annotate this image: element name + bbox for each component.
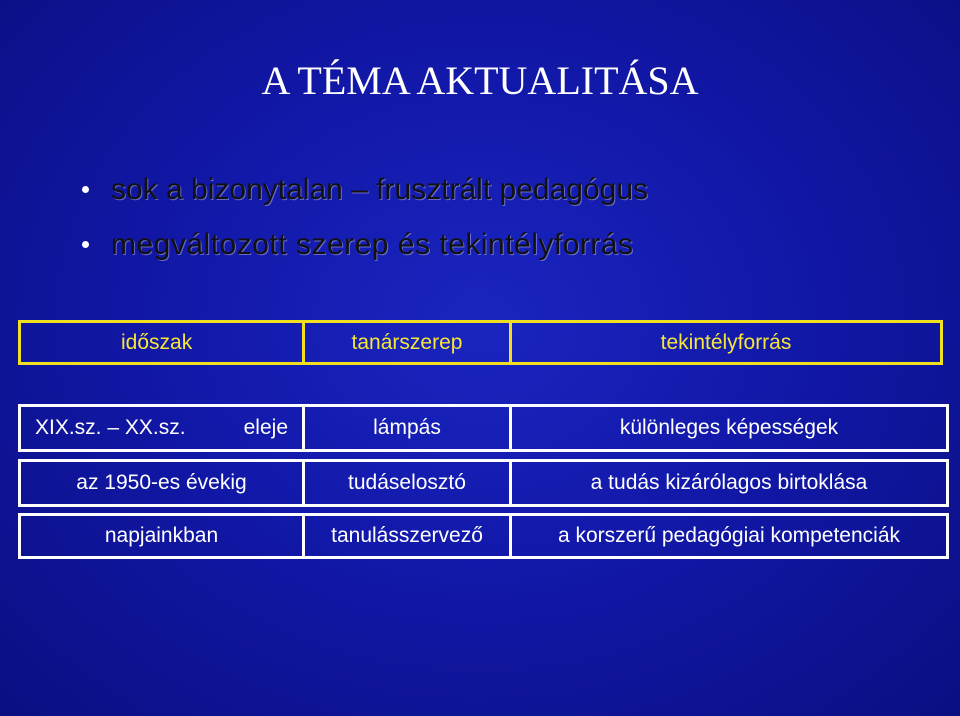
bullet-text: megváltozott szerep és tekintélyforrás: [111, 228, 634, 261]
source-label: különleges képességek: [619, 416, 839, 439]
table-cell-role: [302, 404, 512, 452]
table-cell-role: [302, 513, 512, 559]
table-header-period: [18, 320, 305, 365]
bullet-icon: [82, 186, 89, 193]
source-label: a korszerű pedagógiai kompetenciák: [557, 524, 901, 547]
table-cell-role: [302, 459, 512, 507]
bullet-text: sok a bizonytalan – frusztrált pedagógus: [111, 173, 648, 206]
table-cell-source: [509, 459, 949, 507]
bullet-icon: [82, 241, 89, 248]
role-label: tanulásszervező: [331, 524, 483, 547]
table-cell-period: [18, 459, 305, 507]
period-part: eleje: [243, 416, 288, 439]
source-label: a tudás kizárólagos birtoklása: [590, 471, 868, 494]
table-cell-period: [18, 513, 305, 559]
period-label: napjainkban: [104, 524, 219, 547]
slide-title: A TÉMA AKTUALITÁSA: [261, 58, 699, 103]
header-label: tanárszerep: [351, 330, 463, 354]
header-label: tekintélyforrás: [660, 330, 792, 354]
period-label: az 1950-es évekig: [76, 471, 247, 494]
role-label: tudáselosztó: [348, 471, 466, 494]
period-part: XIX.sz. – XX.sz.: [35, 416, 186, 439]
role-label: lámpás: [373, 416, 441, 439]
table-cell-source: [509, 404, 949, 452]
table-cell-source: [509, 513, 949, 559]
table-cell-period: [18, 404, 305, 452]
period-label: [21, 416, 302, 440]
header-label: időszak: [121, 330, 193, 354]
bullet-item: [82, 173, 648, 207]
bullet-item: [82, 228, 634, 262]
table-header-role: [302, 320, 512, 365]
table-header-source: [509, 320, 943, 365]
